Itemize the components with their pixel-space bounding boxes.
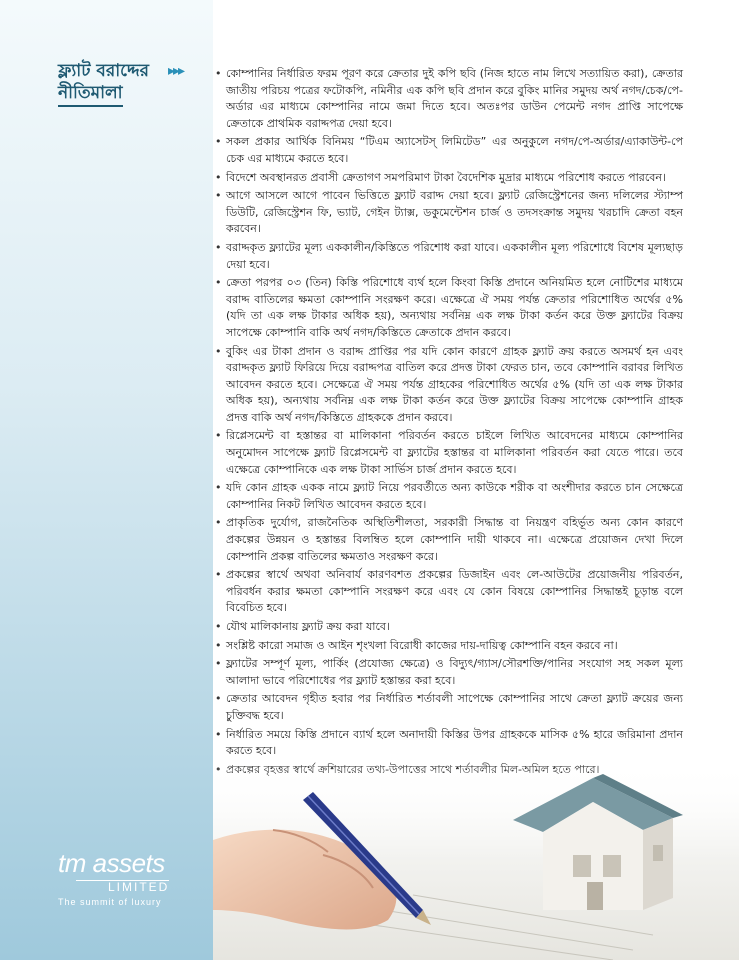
policy-text: বুকিং এর টাকা প্রদান ও বরাদ্দ প্রাপ্তির পর যদি কোন কারণে গ্রাহক ফ্ল্যাট ক্রয় করতে অসমর্থ হন এবং বরাদ্দকৃত ফ্ল্যাট ফিরিয়ে দিয়ে বরাদ্দপত্র বাতিল করে প্রদত্ত টাকা ফেরত চান, তবে কোম্পানি বরাবর লিখিত আবেদন করতে হবে। সেক্ষেত্রে ঐ সময় পর্যন্ত গ্রাহকের পরিশোধিত অর্থের ৫% (যদি তা এক লক্ষ টাকার অধিক হয়), অন্যথায় সর্বনিম্ন এক লক্ষ টাকা কর্তন করে উক্ত ফ্ল্যাটের বিক্রয় সাপেক্ষে কোম্পানি গ্রাহক প্রদত্ত বাকি অর্থ নগদ/কিস্তিতে গ্রাহককে প্রদান করবে।: [226, 344, 683, 424]
policy-text: যৌথ মালিকানায় ফ্ল্যাট ক্রয় করা যাবে।: [226, 620, 390, 633]
policy-text: ক্রেতার আবেদন গৃহীত হবার পর নির্ধারিত শর্তাবলী সাপেক্ষে কোম্পানির সাথে ক্রেতা ফ্ল্যাট ক্রয়ের জন্য চুক্তিবদ্ধ হবে।: [226, 692, 683, 722]
company-logo: [58, 850, 198, 907]
policy-text: নির্ধারিত সময়ে কিস্তি প্রদানে ব্যার্থ হলে অনাদায়ী কিস্তির উপর গ্রাহককে মাসিক ৫% হারে জরিমানা প্রদান করতে হবে।: [226, 727, 683, 758]
bullet-icon: •: [215, 276, 222, 290]
house-illustration-svg: [213, 760, 739, 960]
page-title: [58, 60, 149, 107]
bullet-icon: •: [215, 638, 222, 652]
policy-item: [215, 691, 683, 724]
policy-text: বরাদ্দকৃত ফ্ল্যাটের মূল্য এককালীন/কিস্তিতে পরিশোধ করা যাবে। এককালীন মূল্য পরিশোধে বিশেষ মূল্যছাড় দেয়া হবে।: [226, 240, 683, 271]
bullet-icon: •: [215, 67, 222, 80]
policy-list-container: [215, 66, 683, 780]
bullet-icon: •: [215, 429, 222, 443]
bullet-icon: •: [215, 344, 222, 358]
policy-list: [215, 66, 683, 778]
policy-item: [215, 428, 683, 478]
policy-item: [215, 275, 683, 341]
logo-tagline: The summit of luxury: [58, 897, 162, 907]
title-line-1: ফ্ল্যাট বরাদ্দের: [58, 61, 149, 81]
policy-item: [215, 134, 683, 167]
bullet-icon: •: [215, 620, 222, 633]
policy-text: যদি কোন গ্রাহক একক নামে ফ্ল্যাট নিয়ে পরবর্তীতে অন্য কাউকে শরীক বা অংশীদার করতে চান সেক্ষেত্রে কোম্পানির নিকট লিখিত আবেদন করতে হবে।: [226, 481, 683, 511]
bullet-icon: •: [215, 516, 222, 530]
bullet-icon: •: [215, 727, 222, 741]
policy-text: ক্রেতা পরপর ০৩ (তিন) কিস্তি পরিশোধে ব্যর্থ হলে কিংবা কিস্তি প্রদানে অনিয়মিত হলে নোটিশের মাধ্যমে বরাদ্দ বাতিলের ক্ষমতা কোম্পানি সংরক্ষণ করে। এক্ষেত্রে ঐ সময় পর্যন্ত ক্রেতার পরিশোধিত অর্থের ৫% (যদি তা এক লক্ষ টাকার অধিক হয়), অন্যথায় সর্বনিম্ন এক লক্ষ টাকা কর্তন করে উক্ত ফ্ল্যাটের বিক্রয় সাপেক্ষে কোম্পানি বাকি অর্থ নগদ/কিস্তিতে ক্রেতাকে প্রদান করবে।: [226, 276, 683, 339]
policy-item: [215, 619, 683, 636]
chevron-arrows-icon: ▸▸▸: [168, 63, 184, 79]
policy-text: প্রাকৃতিক দুর্যোগ, রাজনৈতিক অস্থিতিশীলতা, সরকারী সিদ্ধান্ত বা নিয়ন্ত্রণ বহির্ভূত অন্য কোন কারণে প্রকল্পের উন্নয়ন ও হস্তান্তর বিলম্বিত হলে কোম্পানি দায়ী থাকবে না। এক্ষেত্রে প্রয়োজন দেখা দিলে কোম্পানি প্রকল্প বাতিলের ক্ষমতাও সংরক্ষণ করে।: [226, 516, 683, 563]
policy-text: আগে আসলে আগে পাবেন ভিত্তিতে ফ্ল্যাট বরাদ্দ দেয়া হবে। ফ্ল্যাট রেজিস্ট্রেশনের জন্য দলিলের স্ট্যাম্প ডিউটি, রেজিস্ট্রেশন ফি, ভ্যাট, গেইন ট্যাক্স, ডকুমেন্টেশন চার্জ ও তদসংক্রান্ত সমুদয় খরচাদি ক্রেতা বহন করবেন।: [226, 189, 683, 236]
policy-text: বিদেশে অবস্থানরত প্রবাসী ক্রেতাগণ সমপরিমাণ টাকা বৈদেশিক মুদ্রার মাধ্যমে পরিশোধ করতে পারবেন।: [226, 170, 666, 184]
house-and-pen-illustration: [213, 760, 739, 960]
policy-item: [215, 344, 683, 427]
logo-brand: tm assets: [58, 848, 165, 878]
bullet-icon: •: [215, 189, 222, 203]
policy-item: [215, 240, 683, 273]
bullet-icon: •: [215, 170, 222, 184]
bullet-icon: •: [215, 135, 222, 149]
policy-item: [215, 656, 683, 689]
policy-item: [215, 170, 683, 187]
policy-text: ফ্ল্যাটের সম্পূর্ণ মূল্য, পার্কিং (প্রযোজ্য ক্ষেত্রে) ও বিদ্যুৎ/গ্যাস/সৌরশক্তি/পানির সংযোগ সহ সকল মূল্য আলাদা ভাবে পরিশোধের পর ফ্ল্যাট হস্তান্তর করা হবে।: [226, 657, 683, 687]
bullet-icon: •: [215, 568, 222, 582]
policy-text: প্রকল্পের স্বার্থে অথবা অনিবার্য কারণবশত প্রকল্পের ডিজাইন এবং লে-আউটের প্রয়োজনীয় পরিবর্তন, পরিবর্ধন করার ক্ষমতা কোম্পানি সংরক্ষণ করে এবং যে কোন বিষয়ে কোম্পানির সিদ্ধান্তই চূড়ান্ত বলে বিবেচিত হবে।: [226, 568, 683, 615]
policy-text: কোম্পানির নির্ধারিত ফরম পূরণ করে ক্রেতার দুই কপি ছবি (নিজ হাতে নাম লিখে সত্যায়িত করা), ক্রেতার জাতীয় পরিচয় পত্রের ফটোকপি, নমিনীর এক কপি ছবি প্রদান করে বুকিং মানির সমুদয় অর্থ নগদ/চেক/পে-অর্ডার এর মাধ্যমে কোম্পানির নামে জমা দিতে হবে। অতঃপর ডাউন পেমেন্ট নগদ প্রাপ্তি সাপেক্ষে ক্রেতাকে প্রাথমিক বরাদ্দপত্র দেয়া হবে।: [226, 67, 683, 130]
bullet-icon: •: [215, 657, 222, 671]
title-line-2: নীতিমালা: [58, 82, 123, 107]
sidebar-panel: [0, 0, 213, 960]
bullet-icon: •: [215, 240, 222, 254]
policy-text: রিপ্লেসমেন্ট বা হস্তান্তর বা মালিকানা পরিবর্তন করতে চাইলে লিখিত আবেদনের মাধ্যমে কোম্পানির অনুমোদন সাপেক্ষে ফ্ল্যাট রিপ্লেসমেন্ট বা ফ্ল্যাটের হস্তান্তর বা মালিকানা পরিবর্তন করা যেতে পারে। তবে এক্ষেত্রে কোম্পানিকে এক লক্ষ টাকা সার্ভিস চার্জ প্রদান করতে হবে।: [226, 429, 683, 476]
bullet-icon: •: [215, 692, 222, 706]
policy-item: [215, 188, 683, 238]
logo-limited: LIMITED: [76, 880, 169, 894]
policy-item: [215, 66, 683, 132]
policy-text: সকল প্রকার আর্থিক বিনিময় “টিএম অ্যাসেটস্‌ লিমিটেড” এর অনুকুলে নগদ/পে-অর্ডার/এ্যাকাউন্ট-পে চেক এর মাধ্যমে করতে হবে।: [226, 135, 683, 165]
policy-text: সংশ্লিষ্ট কারো সমাজ ও আইন শৃংখলা বিরোধী কাজের দায়-দায়িত্ব কোম্পানি বহন করবে না।: [226, 638, 618, 652]
policy-item: [215, 567, 683, 617]
policy-item: [215, 480, 683, 513]
bullet-icon: •: [215, 481, 222, 495]
policy-item: [215, 727, 683, 760]
policy-item: [215, 638, 683, 655]
policy-item: [215, 515, 683, 565]
